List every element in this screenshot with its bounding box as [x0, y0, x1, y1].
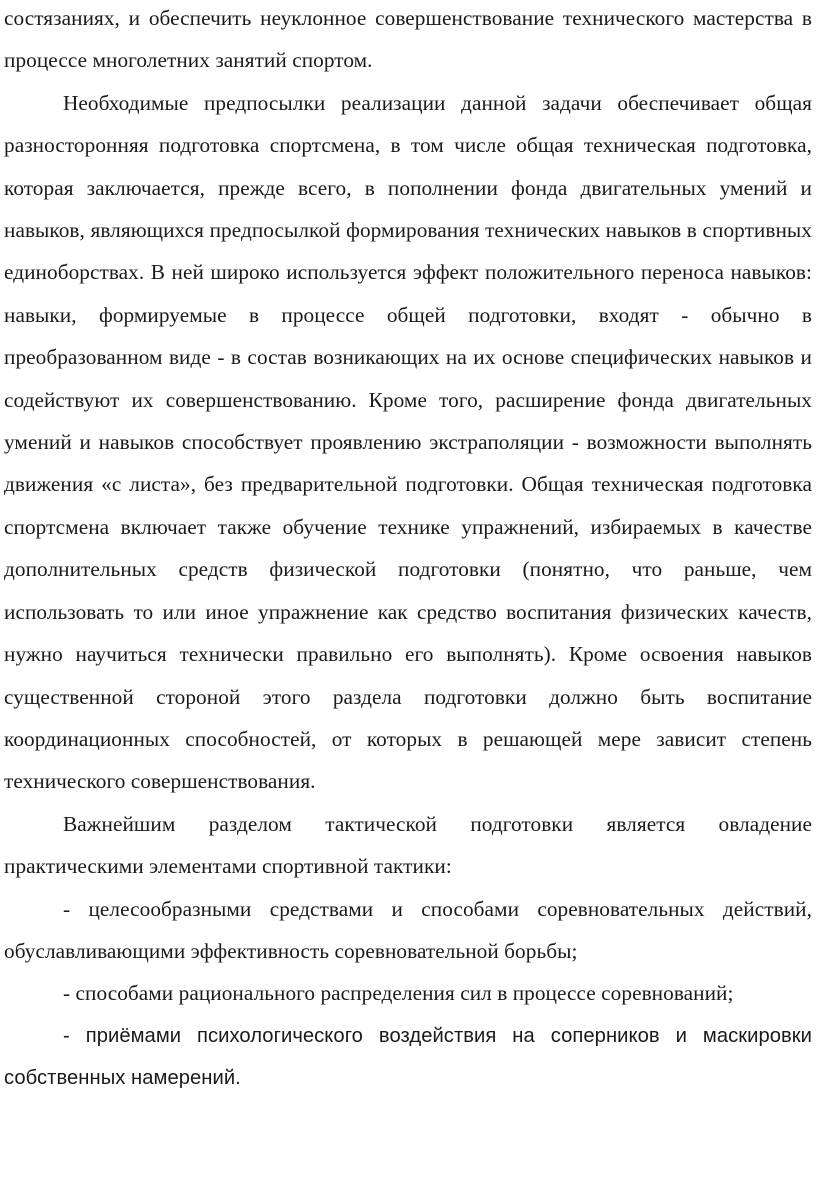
paragraph-continuation: состязаниях, и обеспечить неуклонное совершенствование технического мастерства в процессе многолетних занятий спортом. — [4, 6, 812, 73]
list-item-psychological-influence: - приёмами психологического воздействия на соперников и маскировки собственных намерений. — [4, 1024, 812, 1090]
list-item-means-and-methods: - целесообразными средствами и способами соревновательных действий, обуславливающими эффективность соревновательной борьбы; — [4, 896, 812, 963]
paragraph-general-preparation: Необходимые предпосылки реализации данной задачи обеспечивает общая разносторонняя подготовка спортсмена, в том числе общая техническая подготовка, которая заключается, прежде всего, в пополнении фонда двигательных умений и навыков, являющихся предпосылкой формирования технических навыков в спортивных единоборствах. В ней широко используется эффект положительного переноса навыков: навыки, формируемые в процессе общей подготовки, входят - обычно в преобразованном виде - в состав возникающих на их основе специфических навыков и содействуют их совершенствованию. Кроме того, расширение фонда двигательных умений и навыков способствует проявлению экстраполяции - возможности выполнять движения «с листа», без предварительной подготовки. Общая техническая подготовка спортсмена включает также обучение технике упражнений, избираемых в качестве дополнительных средств физической подготовки (понятно, что раньше, чем использовать то или иное упражнение как средство воспитания физических качеств, нужно научиться технически правильно его выполнять). Кроме освоения навыков существенной стороной этого раздела подготовки должно быть воспитание координационных способностей, от которых в решающей мере зависит степень технического совершенствования. — [4, 90, 812, 794]
list-item-distribution-of-forces: - способами рационального распределения сил в процессе соревнований; — [63, 981, 734, 1006]
paragraph-tactical-preparation: Важнейшим разделом тактической подготовки является овладение практическими элементами спортивной тактики: — [4, 811, 812, 879]
